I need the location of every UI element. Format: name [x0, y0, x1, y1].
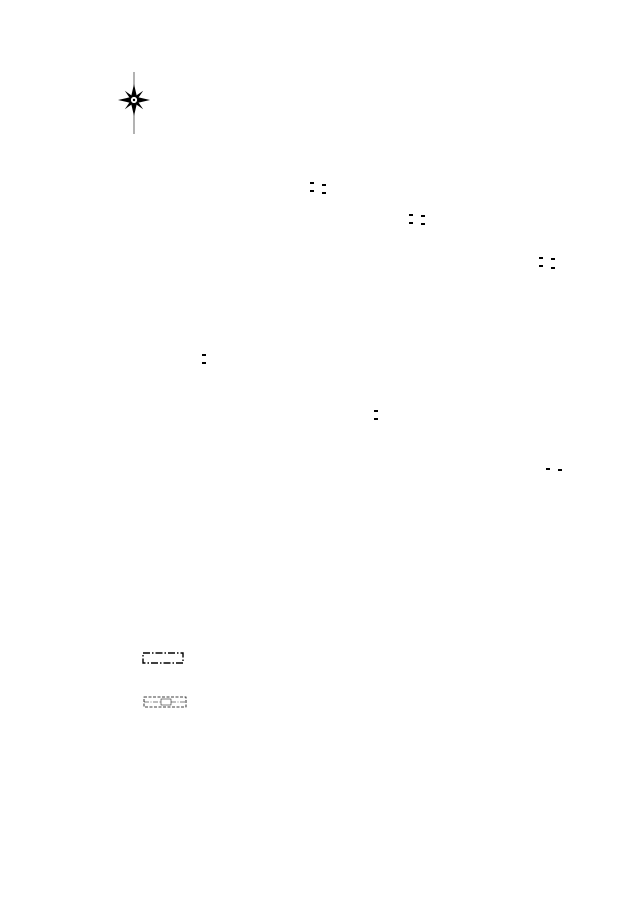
plot-number [546, 468, 550, 470]
plot-number [310, 190, 314, 192]
map-fragment-bottom [166, 326, 580, 588]
plot-number [539, 257, 543, 259]
plot-number [322, 192, 326, 194]
legend-symbol-planned-boundary [142, 651, 184, 663]
compass-rose-icon [114, 62, 154, 142]
plot-number [202, 354, 206, 356]
plot-number [421, 223, 425, 225]
plot-number [202, 362, 206, 364]
plot-number [551, 267, 555, 269]
legend-symbol-road-network [143, 695, 187, 707]
plot-number [558, 469, 562, 471]
plot-number [310, 182, 314, 184]
plot-number [551, 258, 555, 260]
map-top-drawing [166, 64, 580, 312]
plot-number [409, 214, 413, 216]
map-bottom-drawing [166, 326, 580, 588]
map-fragment-top [166, 64, 580, 312]
plot-number [539, 265, 543, 267]
plot-number [409, 222, 413, 224]
plot-number [421, 215, 425, 217]
plot-number [322, 184, 326, 186]
plot-number [374, 410, 378, 412]
plot-number [374, 418, 378, 420]
